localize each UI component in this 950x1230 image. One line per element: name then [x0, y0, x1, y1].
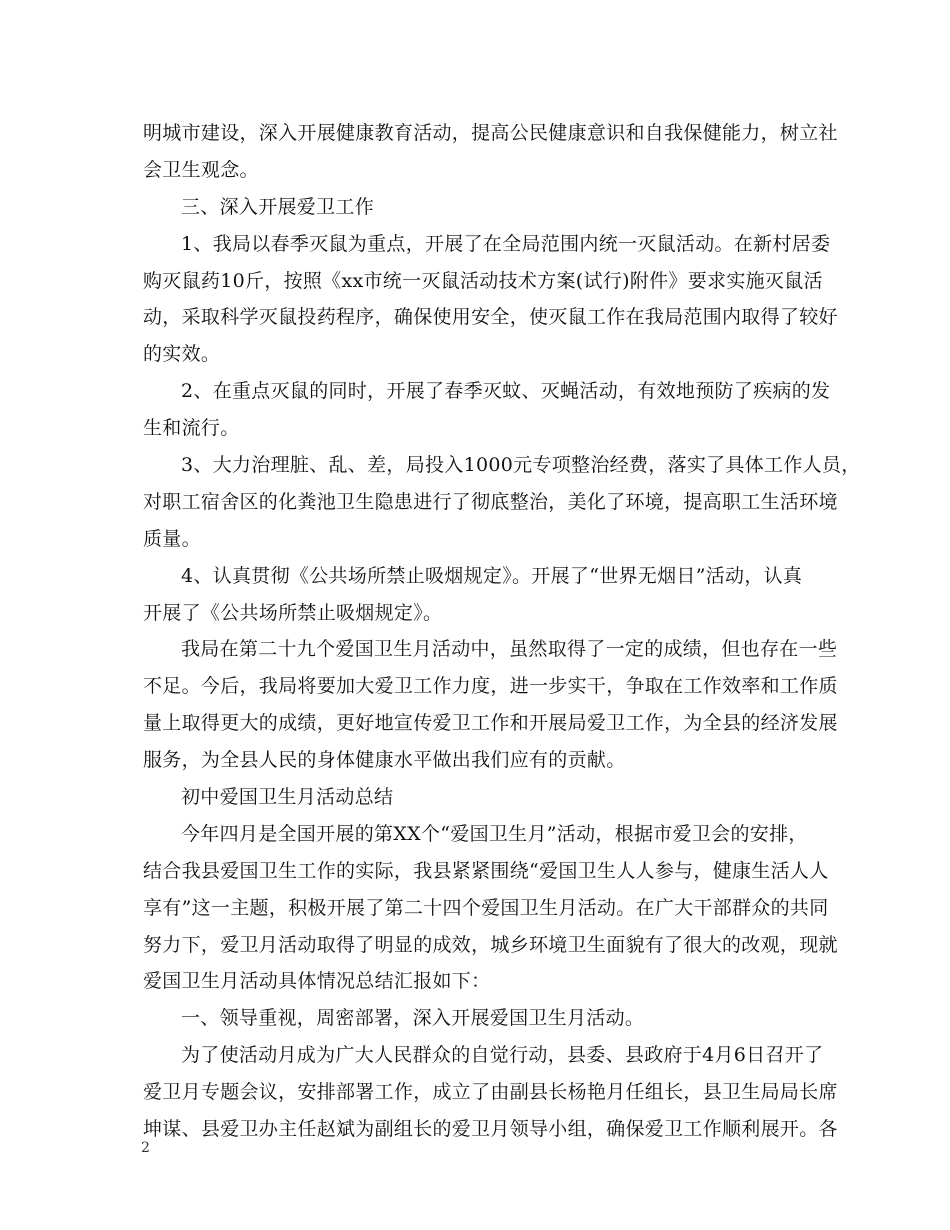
text-line: 对职工宿舍区的化粪池卫生隐患进行了彻底整治，美化了环境，提高职工生活环境	[143, 490, 838, 513]
text-line: 坤谋、县爱卫办主任赵斌为副组长的爱卫月领导小组，确保爱卫工作顺利展开。各	[143, 1118, 838, 1141]
text-line: 动，采取科学灭鼠投药程序，确保使用安全，使灭鼠工作在我局范围内取得了较好	[143, 306, 838, 329]
text-line: 为了使活动月成为广大人民群众的自觉行动，县委、县政府于4月6日召开了	[181, 1044, 824, 1067]
text-line: 三、深入开展爱卫工作	[181, 195, 375, 218]
text-line: 享有”这一主题，积极开展了第二十四个爱国卫生月活动。在广大干部群众的共同	[143, 896, 829, 919]
text-line: 一、领导重视，周密部署，深入开展爱国卫生月活动。	[181, 1007, 645, 1030]
text-line: 2、在重点灭鼠的同时，开展了春季灭蚊、灭蝇活动，有效地预防了疾病的发	[181, 380, 831, 403]
text-line: 爱卫月专题会议，安排部署工作，成立了由副县长杨艳月任组长，县卫生局局长席	[143, 1081, 838, 1104]
text-line: 1、我局以春季灭鼠为重点，开展了在全局范围内统一灭鼠活动。在新村居委	[181, 232, 831, 255]
text-line: 明城市建设，深入开展健康教育活动，提高公民健康意识和自我保健能力，树立社	[143, 122, 838, 144]
text-line: 初中爱国卫生月活动总结	[181, 786, 394, 809]
text-line: 我局在第二十九个爱国卫生月活动中，虽然取得了一定的成绩，但也存在一些	[181, 638, 838, 661]
text-line: 爱国卫生月活动具体情况总结汇报如下：	[143, 970, 491, 993]
text-line: 服务，为全县人民的身体健康水平做出我们应有的贡献。	[143, 749, 626, 772]
text-line: 努力下，爱卫月活动取得了明显的成效，城乡环境卫生面貌有了很大的改观，现就	[143, 933, 838, 956]
text-line: 今年四月是全国开展的第XX个“爱国卫生月”活动，根据市爱卫会的安排，	[181, 822, 808, 845]
text-line: 开展了《公共场所禁止吸烟规定》。	[143, 601, 443, 624]
text-line: 不足。今后，我局将要加大爱卫工作力度，进一步实干，争取在工作效率和工作质	[143, 675, 838, 698]
text-line: 结合我县爱国卫生工作的实际，我县紧紧围绕“爱国卫生人人参与，健康生活人人	[143, 859, 829, 882]
page-number: 2	[141, 1140, 150, 1156]
text-line: 购灭鼠药10斤，按照《xx市统一灭鼠活动技术方案(试行)附件》要求实施灭鼠活	[143, 269, 823, 292]
text-line: 量上取得更大的成绩，更好地宣传爱卫工作和开展局爱卫工作，为全县的经济发展	[143, 712, 838, 735]
text-line: 4、认真贯彻《公共场所禁止吸烟规定》。开展了“世界无烟日”活动，认真	[181, 564, 803, 587]
text-line: 的实效。	[143, 343, 221, 366]
text-line: 质量。	[143, 527, 201, 550]
text-line: 生和流行。	[143, 417, 240, 440]
text-line: 会卫生观念。	[143, 158, 259, 181]
text-line: 3、大力治理脏、乱、差，局投入1000元专项整治经费，落实了具体工作人员，	[181, 454, 861, 477]
document-body	[143, 115, 861, 1148]
